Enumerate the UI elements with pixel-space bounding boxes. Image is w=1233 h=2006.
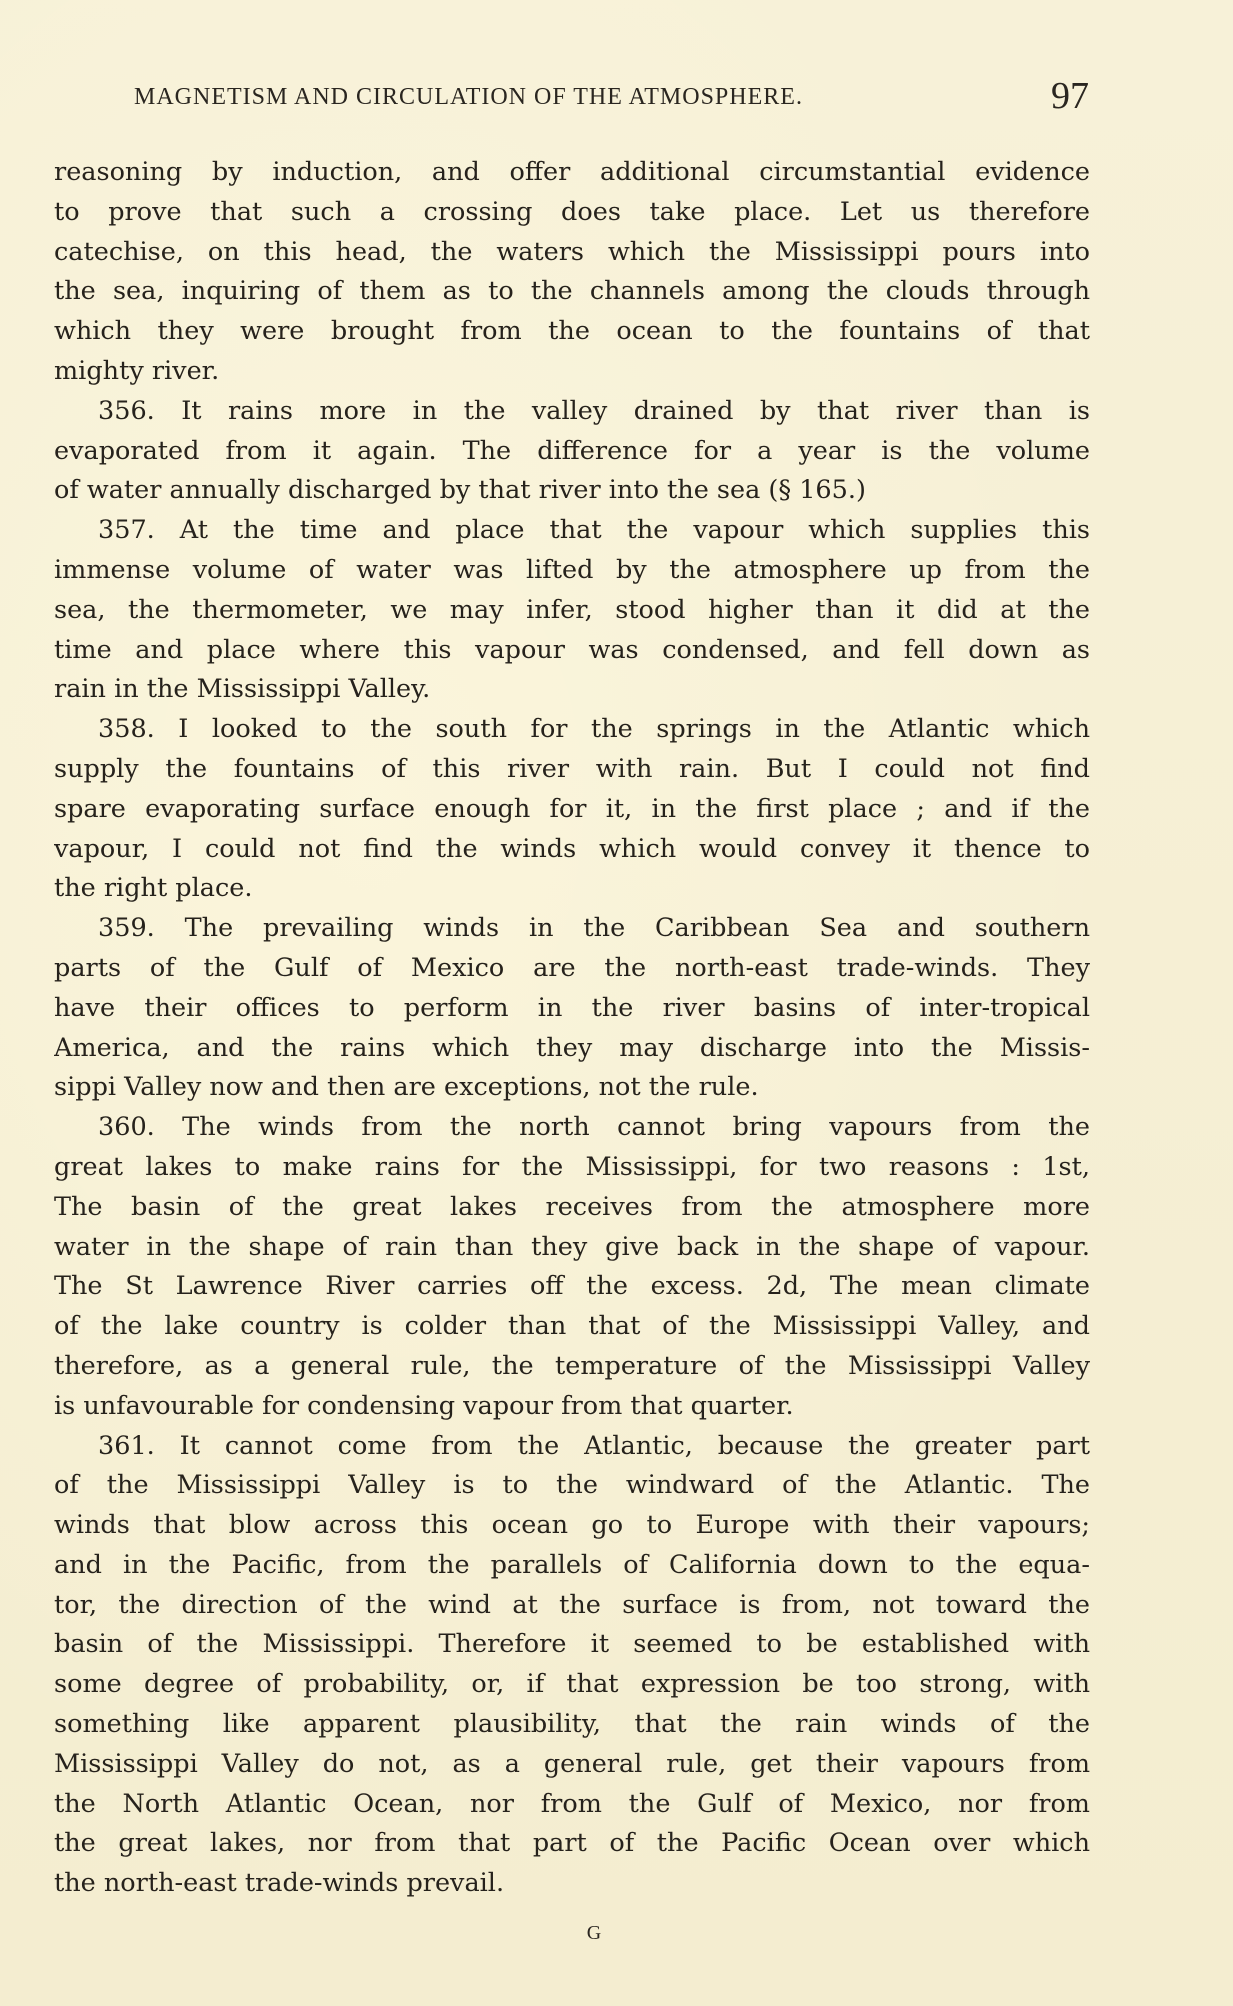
text-line: something like apparent plausibility, that the rain winds of the — [54, 1709, 1090, 1740]
text-line: to prove that such a crossing does take place. Let us therefore — [54, 196, 1090, 227]
text-line: of the Mississippi Valley is to the windward of the Atlantic. The — [54, 1470, 1090, 1501]
text-line: parts of the Gulf of Mexico are the north-east trade-winds. They — [54, 952, 1090, 983]
text-line: winds that blow across this ocean go to Europe with their vapours; — [54, 1510, 1090, 1541]
text-line: therefore, as a general rule, the temperature of the Mississippi Valley — [54, 1350, 1090, 1381]
text-line: the north-east trade-winds prevail. — [54, 1868, 505, 1899]
text-line: vapour, I could not find the winds which would convey it thence to — [54, 833, 1090, 864]
text-line: sippi Valley now and then are exceptions, not the rule. — [54, 1072, 759, 1103]
paragraph-361-start: 361. It cannot come from the Atlantic, because the greater part — [98, 1430, 1090, 1461]
text-line: sea, the thermometer, we may infer, stood higher than it did at the — [54, 594, 1090, 625]
paragraph-359-start: 359. The prevailing winds in the Caribbean Sea and southern — [98, 913, 1090, 944]
text-line: great lakes to make rains for the Mississippi, for two reasons : 1st, — [54, 1151, 1090, 1182]
text-line: which they were brought from the ocean to the fountains of that — [54, 316, 1090, 347]
text-line: some degree of probability, or, if that expression be too strong, with — [54, 1669, 1090, 1700]
paragraph-360-start: 360. The winds from the north cannot bring vapours from the — [98, 1112, 1090, 1143]
text-line: the North Atlantic Ocean, nor from the Gulf of Mexico, nor from — [54, 1788, 1090, 1819]
paragraph-357-start: 357. At the time and place that the vapour which supplies this — [98, 515, 1090, 546]
text-line: The basin of the great lakes receives from the atmosphere more — [54, 1191, 1090, 1222]
text-line: time and place where this vapour was condensed, and fell down as — [54, 634, 1090, 665]
text-line: evaporated from it again. The difference for a year is the volume — [54, 435, 1090, 466]
text-line: spare evaporating surface enough for it, in the first place ; and if the — [54, 793, 1090, 824]
signature-mark: G — [586, 1922, 602, 1944]
text-line: Mississippi Valley do not, as a general rule, get their vapours from — [54, 1748, 1090, 1779]
text-line: rain in the Mississippi Valley. — [54, 674, 431, 705]
text-line: supply the fountains of this river with rain. But I could not find — [54, 753, 1090, 784]
paragraph-356-start: 356. It rains more in the valley drained by that river than is — [98, 395, 1090, 426]
text-line: of water annually discharged by that river into the sea (§ 165.) — [54, 475, 866, 506]
text-line: the great lakes, nor from that part of the Pacific Ocean over which — [54, 1828, 1090, 1859]
body-text — [54, 153, 1090, 1904]
text-line: The St Lawrence River carries off the excess. 2d, The mean climate — [54, 1271, 1090, 1302]
text-line: reasoning by induction, and offer additional circumstantial evidence — [54, 157, 1090, 187]
paragraph-358-start: 358. I looked to the south for the springs in the Atlantic which — [98, 714, 1090, 745]
text-line: basin of the Mississippi. Therefore it seemed to be established with — [54, 1629, 1090, 1660]
text-line: have their offices to perform in the river basins of inter-tropical — [54, 992, 1090, 1023]
text-line: water in the shape of rain than they give back in the shape of vapour. — [54, 1231, 1090, 1262]
page-header — [134, 74, 1089, 124]
text-line: mighty river. — [54, 355, 220, 386]
text-line: of the lake country is colder than that of the Mississippi Valley, and — [54, 1311, 1090, 1342]
text-line: the right place. — [54, 873, 253, 904]
text-line: tor, the direction of the wind at the surface is from, not toward the — [54, 1589, 1090, 1620]
text-line: and in the Pacific, from the parallels of California down to the equa- — [54, 1549, 1090, 1580]
text-line: catechise, on this head, the waters which the Mississippi pours into — [54, 236, 1090, 267]
text-line: America, and the rains which they may discharge into the Missis- — [54, 1032, 1090, 1063]
text-line: immense volume of water was lifted by the atmosphere up from the — [54, 554, 1090, 585]
running-head: MAGNETISM AND CIRCULATION OF THE ATMOSPHERE. — [134, 84, 803, 110]
text-line: the sea, inquiring of them as to the channels among the clouds through — [54, 276, 1090, 307]
page-number: 97 — [1051, 75, 1089, 117]
text-line: is unfavourable for condensing vapour from that quarter. — [54, 1390, 794, 1421]
